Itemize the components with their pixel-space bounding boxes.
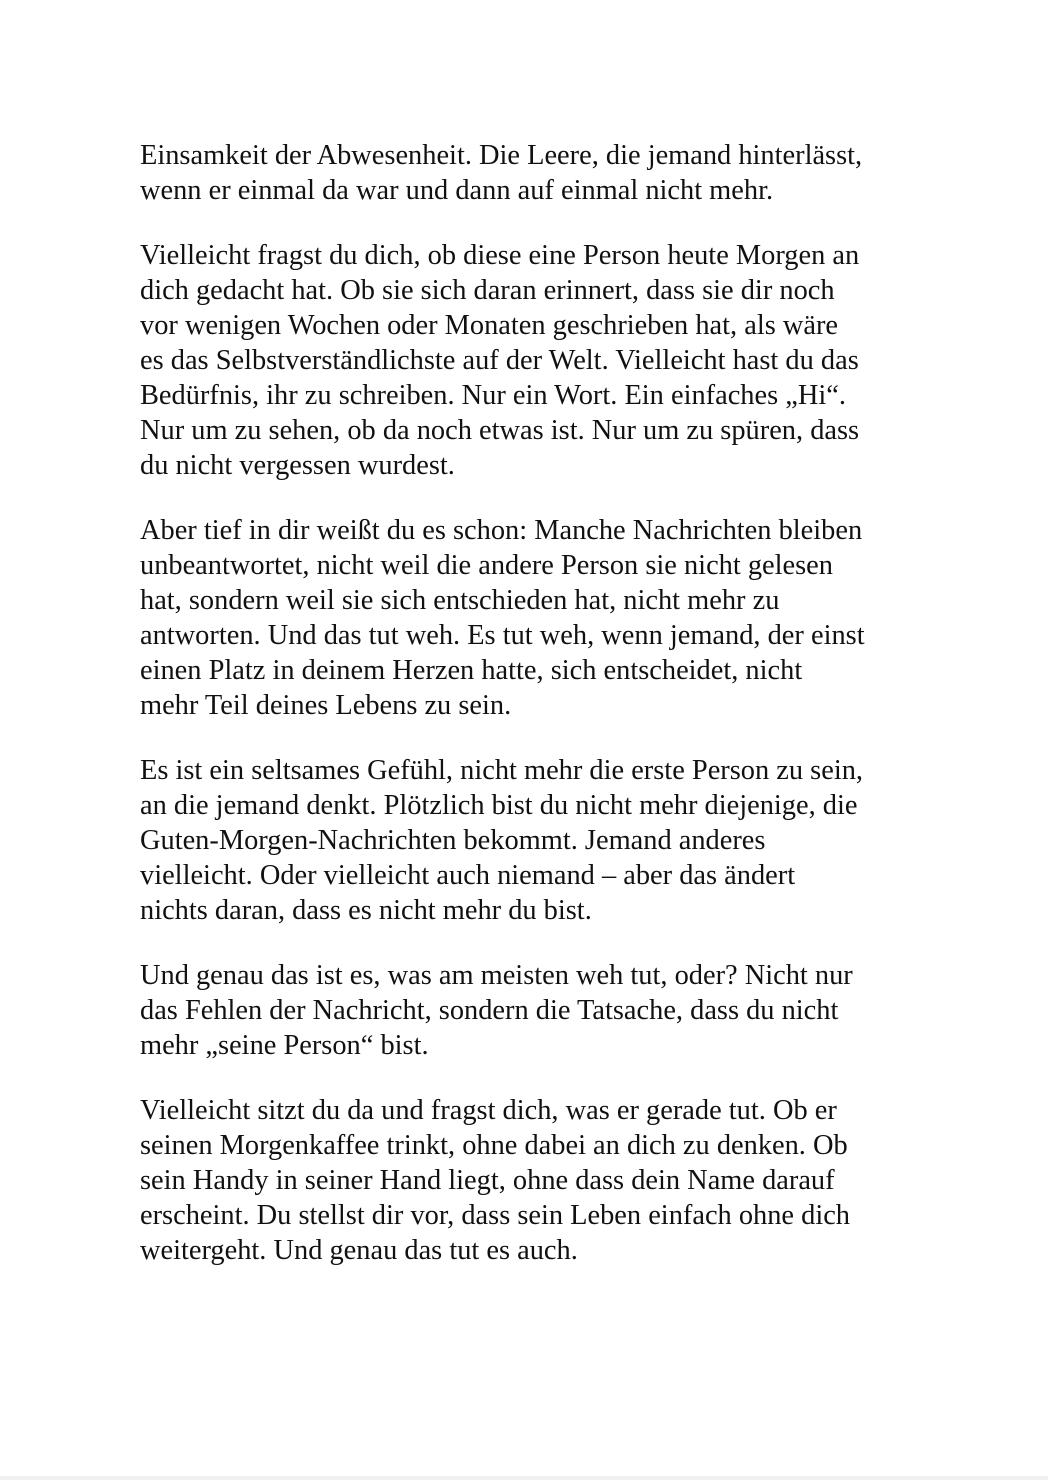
text-line: vor wenigen Wochen oder Monaten geschrieben hat, als wäre <box>140 310 839 341</box>
text-line: antworten. Und das tut weh. Es tut weh, wenn jemand, der einst <box>140 620 865 651</box>
text-line: nichts daran, dass es nicht mehr du bist. <box>140 895 592 926</box>
paragraph-3 <box>140 513 930 723</box>
text-line: sein Handy in seiner Hand liegt, ohne dass dein Name darauf <box>140 1165 835 1196</box>
text-line: an die jemand denkt. Plötzlich bist du nicht mehr diejenige, die <box>140 790 858 821</box>
text-line: seinen Morgenkaffee trinkt, ohne dabei an dich zu denken. Ob <box>140 1130 848 1161</box>
paragraph-5 <box>140 958 930 1063</box>
text-line: Einsamkeit der Abwesenheit. Die Leere, die jemand hinterlässt, <box>140 140 863 171</box>
text-line: weitergeht. Und genau das tut es auch. <box>140 1235 578 1266</box>
text-line: du nicht vergessen wurdest. <box>140 450 455 481</box>
text-line: mehr Teil deines Lebens zu sein. <box>140 690 512 721</box>
text-line: Bedürfnis, ihr zu schreiben. Nur ein Wort. Ein einfaches „Hi“. <box>140 380 846 411</box>
text-line: es das Selbstverständlichste auf der Welt. Vielleicht hast du das <box>140 345 859 376</box>
paragraph-2 <box>140 238 930 483</box>
text-line: mehr „seine Person“ bist. <box>140 1030 429 1061</box>
text-line: Nur um zu sehen, ob da noch etwas ist. Nur um zu spüren, dass <box>140 415 860 446</box>
text-line: Guten-Morgen-Nachrichten bekommt. Jemand anderes <box>140 825 766 856</box>
text-line: erscheint. Du stellst dir vor, dass sein Leben einfach ohne dich <box>140 1200 851 1231</box>
paragraph-4 <box>140 753 930 928</box>
text-line: unbeantwortet, nicht weil die andere Person sie nicht gelesen <box>140 550 833 581</box>
text-line: vielleicht. Oder vielleicht auch niemand – aber das ändert <box>140 860 796 891</box>
text-line: einen Platz in deinem Herzen hatte, sich entscheidet, nicht <box>140 655 803 686</box>
document-body <box>140 138 930 1298</box>
text-line: das Fehlen der Nachricht, sondern die Tatsache, dass du nicht <box>140 995 839 1026</box>
text-line: dich gedacht hat. Ob sie sich daran erinnert, dass sie dir noch <box>140 275 835 306</box>
text-line: Aber tief in dir weißt du es schon: Manche Nachrichten bleiben <box>140 515 863 546</box>
text-line: Es ist ein seltsames Gefühl, nicht mehr die erste Person zu sein, <box>140 755 864 786</box>
paragraph-6 <box>140 1093 930 1268</box>
text-line: hat, sondern weil sie sich entschieden hat, nicht mehr zu <box>140 585 780 616</box>
page-bottom-edge <box>0 1476 1048 1480</box>
text-line: Vielleicht fragst du dich, ob diese eine Person heute Morgen an <box>140 240 860 271</box>
text-line: wenn er einmal da war und dann auf einmal nicht mehr. <box>140 175 774 206</box>
text-line: Vielleicht sitzt du da und fragst dich, was er gerade tut. Ob er <box>140 1095 837 1126</box>
text-line: Und genau das ist es, was am meisten weh tut, oder? Nicht nur <box>140 960 853 991</box>
paragraph-1 <box>140 138 930 208</box>
